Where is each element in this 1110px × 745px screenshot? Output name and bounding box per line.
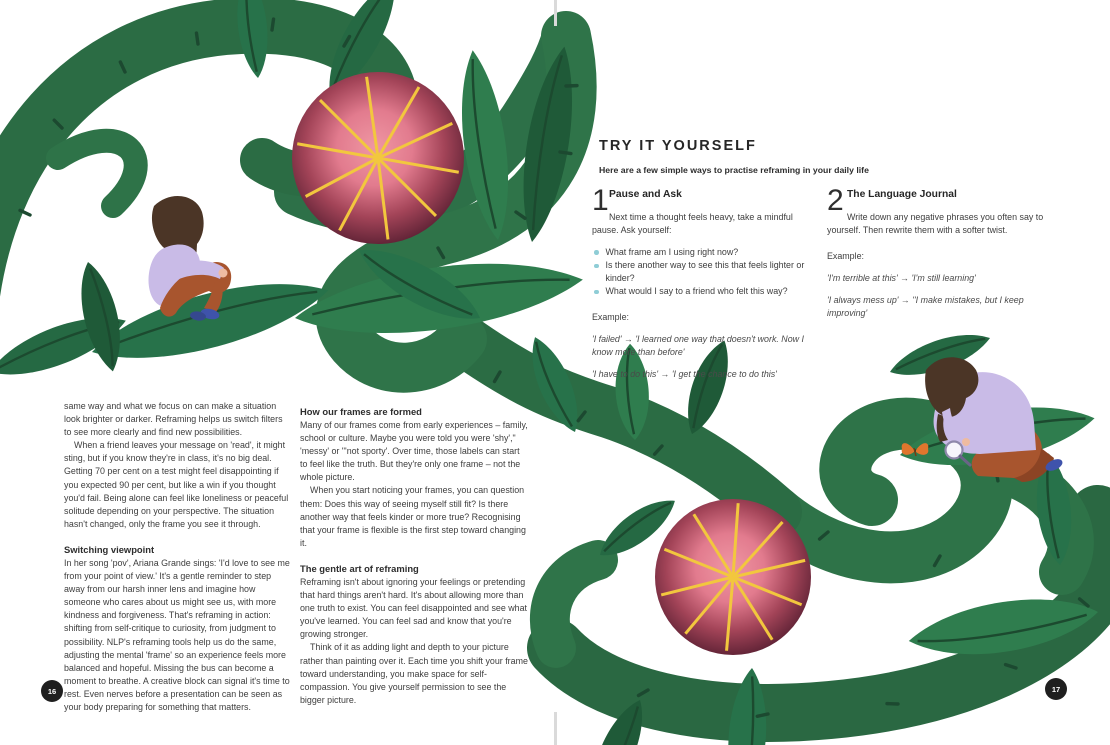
gutter-fold-mark-bottom [554,712,557,745]
section-body: Write down any negative phrases you often say to yourself. Then rewrite them with a softer twist. [827,211,1044,235]
section-heading: The Language Journal [847,189,957,200]
section-pause-and-ask [592,184,816,390]
gutter-fold-mark-top [554,0,557,26]
example-label: Example: [827,251,864,262]
column-heading: Switching viewpoint [64,543,155,555]
list-item [592,246,816,259]
list-item [592,259,816,285]
section-heading: Pause and Ask [609,189,682,200]
example-label: Example: [592,312,629,323]
page-number-badge-left: 16 [41,680,63,702]
body-paragraph: When a friend leaves your message on 'read', it might sting, but if you know they're in class, it's no big deal. Getting 70 per cent on a test might feel disappointing if you expected 90 per cent, but like a win if you thought you'd fail. Being alone can feel like loneliness or peaceful solitude depending on your perspective. The situation hasn't changed, only the frame you see it through. [64,440,289,529]
example-line: 'I have to do this' → 'I get the chance to do this' [592,369,777,380]
body-paragraph: Reframing isn't about ignoring your feelings or pretending that hard things aren't hard. It's about allowing more than one truth to exist. You can feel disappointed and see what you've learned. You can feel sad and know that you're growing stronger. [300,576,527,640]
body-paragraph: When you start noticing your frames, you can question them: Does this way of seeing myself still fit? Is there another way that feels kinder or more true? Recognising that your frame is flexible is the first step toward changing it. [300,485,526,548]
body-paragraph: same way and what we focus on can make a situation look brighter or darker. Reframing helps us switch filters to see more clearly and find new possibilities. [64,401,283,438]
page-title: TRY IT YOURSELF [599,138,757,154]
page-subtitle: Here are a few simple ways to practise reframing in your daily life [599,165,869,175]
page-number-badge-right: 17 [1045,678,1067,700]
example-line: 'I always mess up' → ''I make mistakes, but I keep improving' [827,295,1024,319]
body-paragraph: Many of our frames come from early experiences – family, school or culture. Maybe you were told you were 'shy'," 'messy' or "'not sporty'. Over time, those labels can start to feel like the truth. But they're only one frame – not the whole picture. [300,420,528,483]
left-column-2 [300,405,528,707]
fruit-illustration-top [292,72,464,244]
fruit-illustration-bottom [655,499,811,655]
bullet-text: What would I say to a friend who felt this way? [605,286,788,297]
bullet-dot-icon [594,264,599,269]
column-heading: How our frames are formed [300,406,422,417]
bullet-dot-icon [594,290,599,295]
column-heading: The gentle art of reframing [300,562,419,574]
body-paragraph: In her song 'pov', Ariana Grande sings: 'I'd love to see me from your point of view.' It's a gentle reminder to step away from our harsh inner lens and imagine how someone who cares about us might see us, with more kindness and forgiveness. That's reframing in action: shifting from self-critique to curiosity, from judgment to possibility. NLP's reframing tools help us do the same, adjusting the mental 'frame' so an experience feels more balanced and hopeful. Missing the bus can become a moment to breathe. A creative block can signal it's time to rest. Even nerves before a presentation can be seen as your body preparing for something that matters. [64,557,290,712]
section-language-journal [827,184,1051,329]
section-intro: Next time a thought feels heavy, take a mindful pause. Ask yourself: [592,211,793,235]
body-paragraph: Think of it as adding light and depth to your picture rather than painting over it. Each time you shift your frame toward understanding, you make space for self-compassion. You give yourself permission to see the bigger picture. [300,642,528,705]
bullet-dot-icon [594,250,599,255]
example-line: 'I'm terrible at this' → 'I'm still learning' [827,273,976,284]
section-number: 2 [827,184,844,217]
section-number: 1 [592,184,609,217]
bullet-text: What frame am I using right now? [605,246,739,257]
example-line: 'I failed' → 'I learned one way that doesn't work. Now I know more than before' [592,334,804,358]
bullet-text: Is there another way to see this that feels lighter or kinder? [605,260,805,284]
bullet-list [592,246,816,298]
leaf [73,258,129,375]
left-column-1 [64,400,292,714]
list-item [592,285,816,298]
